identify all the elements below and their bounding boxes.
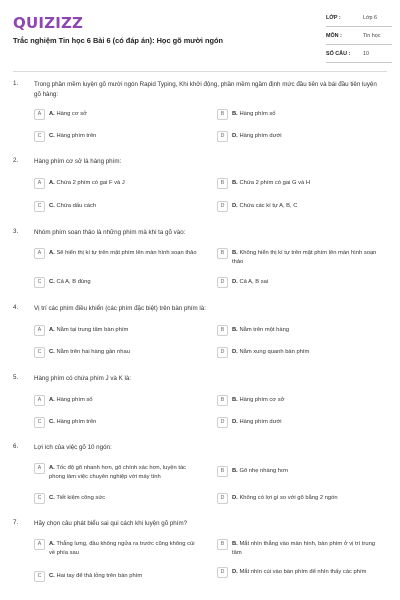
- question-text: Hãy chọn câu phát biểu sai qui cách khi luyện gõ phím?: [34, 520, 188, 527]
- option-text: Hàng cơ sở: [56, 111, 87, 117]
- option-c[interactable]: [34, 277, 212, 290]
- option-letter-box: C: [34, 571, 45, 582]
- option-b[interactable]: [217, 178, 395, 191]
- option-letter-box: B: [217, 109, 228, 120]
- option-key: A.: [49, 180, 55, 186]
- option-key: D.: [232, 203, 238, 209]
- option-key: D.: [232, 419, 238, 425]
- option-key: B.: [232, 468, 238, 474]
- option-letter-box: A: [34, 248, 45, 259]
- option-letter-box: B: [217, 539, 228, 550]
- option-key: A.: [49, 327, 55, 333]
- question-number: 6.: [13, 443, 19, 450]
- option-a[interactable]: [34, 178, 212, 191]
- option-text: Cả A, B đúng: [56, 279, 91, 285]
- option-c[interactable]: [34, 131, 212, 144]
- option-key: B.: [232, 327, 238, 333]
- option-key: C.: [49, 573, 55, 579]
- option-key: A.: [49, 111, 55, 117]
- option-letter-box: C: [34, 493, 45, 504]
- meta-key: SỐ CÂU :: [326, 51, 351, 57]
- option-d[interactable]: [217, 277, 395, 290]
- option-letter-box: A: [34, 463, 45, 474]
- option-text: Thẳng lưng, đầu không ngửa ra trước cũng không cúi về phía sau: [49, 541, 195, 556]
- option-letter-box: D: [217, 493, 228, 504]
- option-key: C.: [49, 349, 55, 355]
- option-letter-box: A: [34, 109, 45, 120]
- option-key: C.: [49, 203, 55, 209]
- option-text: Chứa dấu cách: [56, 203, 97, 209]
- worksheet-meta: [326, 12, 392, 66]
- option-key: A.: [49, 465, 55, 471]
- question-number: 5.: [13, 374, 19, 381]
- question-text: Vị trí các phím điều khiển (các phím đặc biệt) trên bàn phím là:: [34, 305, 206, 312]
- option-letter-box: D: [217, 277, 228, 288]
- option-c[interactable]: [34, 417, 212, 430]
- option-key: A.: [49, 250, 55, 256]
- option-text: Chứa 2 phím có gai F và J: [56, 180, 125, 186]
- option-letter-box: B: [217, 395, 228, 406]
- option-text: Cả A, B sai: [239, 279, 269, 285]
- question-number: 3.: [13, 228, 19, 235]
- option-key: B.: [232, 111, 238, 117]
- option-key: D.: [232, 133, 238, 139]
- option-text: Hàng phím dưới: [239, 133, 282, 139]
- option-text: Hàng phím dưới: [239, 419, 282, 425]
- option-key: D.: [232, 279, 238, 285]
- meta-row-subject: [326, 30, 392, 45]
- option-d[interactable]: [217, 131, 395, 144]
- option-key: C.: [49, 133, 55, 139]
- option-key: B.: [232, 180, 238, 186]
- option-letter-box: D: [217, 201, 228, 212]
- option-letter-box: B: [217, 466, 228, 477]
- question-number: 7.: [13, 519, 19, 526]
- option-c[interactable]: [34, 347, 212, 360]
- option-b[interactable]: [217, 466, 395, 479]
- header-divider: [13, 71, 387, 72]
- option-text: Hàng phím số: [56, 397, 93, 403]
- option-letter-box: C: [34, 277, 45, 288]
- quizizz-logo: QUIZIZZ: [13, 14, 84, 32]
- question-number: 2.: [13, 157, 19, 164]
- option-b[interactable]: [217, 248, 395, 265]
- option-text: Hai tay để thả lỏng trên bàn phím: [56, 573, 143, 579]
- option-c[interactable]: [34, 201, 212, 214]
- option-text: Nằm trên hai hàng gần nhau: [56, 349, 130, 355]
- option-letter-box: C: [34, 201, 45, 212]
- meta-key: LỚP :: [326, 15, 341, 21]
- meta-value: 10: [363, 51, 369, 57]
- option-text: Sẽ hiển thị kí tự trên mặt phím lên màn hình soạn thảo: [56, 250, 197, 256]
- option-letter-box: C: [34, 347, 45, 358]
- option-d[interactable]: [217, 201, 395, 214]
- option-c[interactable]: [34, 493, 212, 506]
- meta-row-class: [326, 12, 392, 27]
- option-b[interactable]: [217, 325, 395, 338]
- meta-value: Tin học: [363, 33, 381, 39]
- option-letter-box: A: [34, 395, 45, 406]
- option-letter-box: A: [34, 325, 45, 336]
- option-letter-box: C: [34, 131, 45, 142]
- option-text: Nằm trên một hàng: [239, 327, 290, 333]
- option-key: D.: [232, 569, 238, 575]
- option-text: Mắt nhìn thẳng vào màn hình, bàn phím ở vị trí trung tâm: [232, 541, 376, 556]
- option-key: C.: [49, 279, 55, 285]
- option-text: Nằm xung quanh bàn phím: [239, 349, 310, 355]
- option-text: Hàng phím cơ sở: [239, 397, 285, 403]
- option-b[interactable]: [217, 539, 395, 556]
- question-number: 1.: [13, 80, 19, 87]
- option-key: D.: [232, 495, 238, 501]
- question-text: Lợi ích của việc gõ 10 ngón:: [34, 444, 112, 451]
- meta-value: Lớp 6: [363, 15, 378, 21]
- option-letter-box: A: [34, 178, 45, 189]
- option-a[interactable]: [34, 248, 212, 261]
- meta-row-count: [326, 48, 392, 63]
- option-key: C.: [49, 419, 55, 425]
- option-b[interactable]: [217, 109, 395, 122]
- option-c[interactable]: [34, 571, 212, 584]
- option-text: Tốc độ gõ nhanh hơn, gõ chính xác hơn, luyện tác phong làm việc chuyên nghiệp với máy tính: [49, 465, 187, 480]
- option-key: D.: [232, 349, 238, 355]
- option-letter-box: A: [34, 539, 45, 550]
- worksheet-title: Trắc nghiệm Tin học 6 Bài 6 (có đáp án): Học gõ mười ngón: [13, 36, 224, 45]
- option-a[interactable]: [34, 395, 212, 408]
- option-a[interactable]: [34, 325, 212, 338]
- option-text: Tiết kiệm công sức: [56, 495, 106, 501]
- option-letter-box: D: [217, 347, 228, 358]
- option-text: Chứa 2 phím có gai G và H: [239, 180, 311, 186]
- option-a[interactable]: [34, 463, 212, 480]
- question-text: Hàng phím có chứa phím J và K là:: [34, 375, 131, 382]
- option-text: Không hiển thị kí tự trên mặt phím lên màn hình soạn thảo: [232, 250, 377, 265]
- option-d[interactable]: [217, 567, 395, 580]
- option-letter-box: B: [217, 178, 228, 189]
- option-key: B.: [232, 250, 238, 256]
- option-letter-box: D: [217, 417, 228, 428]
- option-text: Hàng phím số: [239, 111, 276, 117]
- option-d[interactable]: [217, 347, 395, 360]
- option-key: A.: [49, 541, 55, 547]
- option-a[interactable]: [34, 539, 212, 556]
- option-text: Gõ nhẹ nhàng hơn: [239, 468, 289, 474]
- option-b[interactable]: [217, 395, 395, 408]
- option-d[interactable]: [217, 417, 395, 430]
- worksheet-header: [0, 0, 400, 64]
- option-letter-box: D: [217, 131, 228, 142]
- option-key: B.: [232, 397, 238, 403]
- option-text: Chứa các kí tự A, B, C: [239, 203, 298, 209]
- question-text: Trong phần mềm luyện gõ mười ngón Rapid Typing, Khi khởi động, phần mềm ngầm định mức đầu tiên và bài đầu tiên luyện gõ hàng:: [34, 81, 377, 98]
- option-key: A.: [49, 397, 55, 403]
- option-key: B.: [232, 541, 238, 547]
- option-letter-box: C: [34, 417, 45, 428]
- meta-key: MÔN :: [326, 33, 342, 39]
- option-text: Hàng phím trên: [56, 419, 97, 425]
- question-text: Hàng phím cơ sở là hàng phím:: [34, 158, 122, 165]
- option-key: C.: [49, 495, 55, 501]
- option-text: Nằm tại trung tâm bàn phím: [56, 327, 129, 333]
- option-text: Không có lợi gì so với gõ bằng 2 ngón: [239, 495, 338, 501]
- option-letter-box: B: [217, 325, 228, 336]
- question-number: 4.: [13, 304, 19, 311]
- option-a[interactable]: [34, 109, 212, 122]
- option-text: Mắt nhìn cúi vào bàn phím để nhìn thấy các phím: [239, 569, 367, 575]
- option-letter-box: B: [217, 248, 228, 259]
- question-text: Nhóm phím soạn thảo là những phím mà khi ta gõ vào:: [34, 229, 186, 236]
- option-d[interactable]: [217, 493, 395, 506]
- option-text: Hàng phím trên: [56, 133, 97, 139]
- option-letter-box: D: [217, 567, 228, 578]
